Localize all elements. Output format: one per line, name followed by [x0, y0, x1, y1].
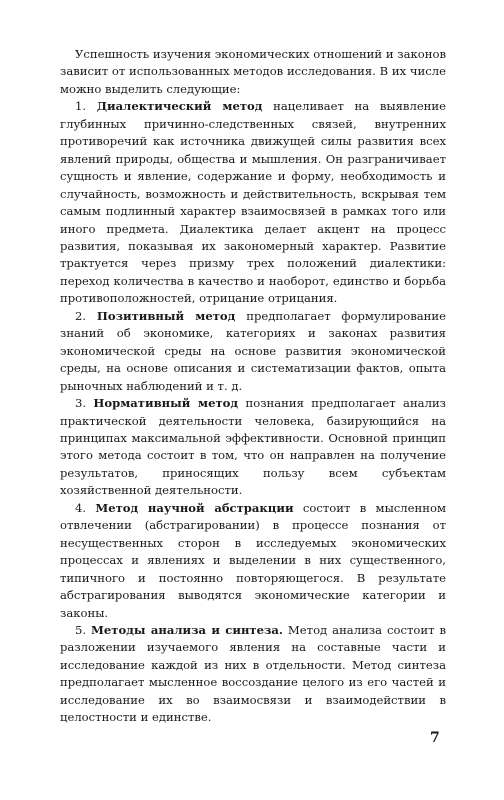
- method-name: Методы анализа и синтеза.: [91, 622, 283, 637]
- method-name: Нормативный метод: [93, 396, 239, 411]
- method-number: 3.: [75, 396, 87, 411]
- method-number: 1.: [75, 99, 87, 114]
- intro-paragraph: Успешность изучения экономических отношений и законов зависит от использованных методов исследования. В их числе можно выделить следующие:: [60, 47, 446, 96]
- method-number: 4.: [75, 500, 87, 515]
- method-paragraph-5: [60, 622, 446, 727]
- method-paragraph-4: [60, 500, 446, 622]
- method-paragraph-2: [60, 308, 446, 395]
- method-name: Метод научной абстракции: [95, 500, 294, 515]
- method-text: познания предполагает анализ практической деятельности человека, базирующийся на принципах максимальной эффективности. Основной принцип этого метода состоит в том, что он направлен на получение результатов, приносящих пользу всем субъектам хозяйственной деятельности.: [60, 396, 446, 498]
- method-name: Позитивный метод: [96, 308, 236, 323]
- method-text: предполагает формулирование знаний об экономике, категориях и законах развития экономической среды на основе развития экономической среды, на основе описания и систематизации фактов, опыта рыночных наблюдений и т. д.: [60, 308, 446, 393]
- page-number: 7: [430, 730, 440, 746]
- method-name: Диалектический метод: [96, 99, 263, 114]
- method-number: 2.: [75, 308, 87, 323]
- method-number: 5.: [75, 622, 87, 637]
- method-paragraph-3: [60, 395, 446, 500]
- method-paragraph-1: [60, 98, 446, 307]
- page-body: [60, 46, 446, 727]
- method-text: Метод анализа состоит в разложении изучаемого явления на составные части и исследование каждой из них в отдельности. Метод синтеза предполагает мысленное воссоздание целого из его частей и исследование их во взаимосвязи и взаимодействии в целостности и единстве.: [60, 622, 447, 725]
- method-text: нацеливает на выявление глубинных причинно-следственных связей, внутренних противоречий как источника движущей силы развития всех явлений природы, общества и мышления. Он разграничивает сущность и явление, содержание и форму, необходимость и случайность, возможность и действительность, вскрывая тем самым подлинный характер взаимосвязей в рамках того или иного предмета. Диалектика делает акцент на процесс развития, показывая их закономерный характер. Развитие трактуется через призму трех положений диалектики: переход количества в качество и наоборот, единство и борьба противоположностей, отрицание отрицания.: [60, 99, 446, 306]
- method-text: состоит в мысленном отвлечении (абстрагировании) в процессе познания от несущественных сторон в исследуемых экономических процессах и явлениях и выделении в них существенного, типичного и постоянно повторяющегося. В результате абстрагирования выводятся экономические категории и законы.: [60, 500, 446, 620]
